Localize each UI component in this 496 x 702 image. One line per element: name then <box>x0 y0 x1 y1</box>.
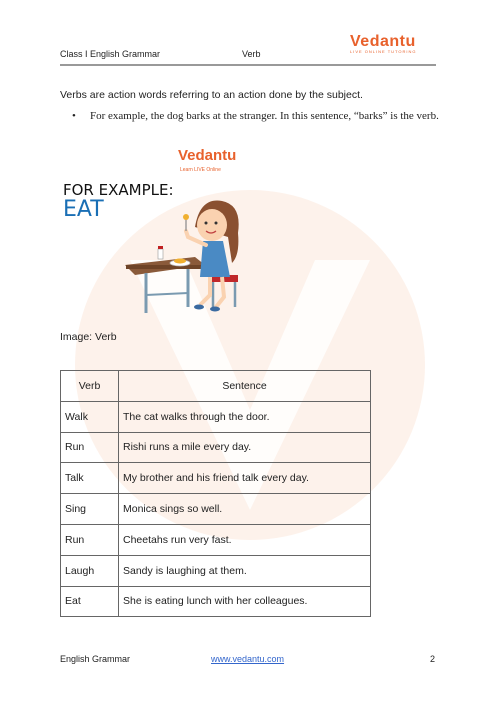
image-caption: Image: Verb <box>60 331 117 343</box>
bullet-text: For example, the dog barks at the stranger. In this sentence, “barks” is the verb. <box>90 110 439 122</box>
column-header-verb: Verb <box>61 371 119 402</box>
eat-heading: EAT <box>63 197 104 222</box>
table-row <box>61 586 371 617</box>
sentence-cell: Rishi runs a mile every day. <box>119 432 371 463</box>
brand-name: Vedantu <box>350 33 416 50</box>
footer-website-link[interactable]: www.vedantu.com <box>211 654 285 664</box>
verb-cell: Run <box>61 524 119 555</box>
verb-examples-table <box>60 370 371 617</box>
vedantu-logo <box>350 33 417 54</box>
illustration-logo-tag: Learn LIVE Online <box>180 167 221 173</box>
table-row <box>61 555 371 586</box>
sentence-cell: Monica sings so well. <box>119 494 371 525</box>
verb-cell: Run <box>61 432 119 463</box>
table-row <box>61 494 371 525</box>
intro-text: Verbs are action words referring to an action done by the subject. <box>60 89 363 101</box>
verb-cell: Talk <box>61 463 119 494</box>
header-course-title: Class I English Grammar <box>60 49 161 59</box>
for-example-heading: FOR EXAMPLE: <box>63 181 174 199</box>
page-number: 2 <box>430 654 436 664</box>
column-header-sentence: Sentence <box>119 371 371 402</box>
table-header-row <box>61 371 371 402</box>
girl-eating-drawing <box>60 145 260 315</box>
example-bullet <box>74 109 439 124</box>
sentence-cell: Cheetahs run very fast. <box>119 524 371 555</box>
verb-cell: Eat <box>61 586 119 617</box>
verb-cell: Sing <box>61 494 119 525</box>
table-row <box>61 524 371 555</box>
verb-illustration <box>60 145 260 315</box>
bullet-marker: • <box>72 110 76 122</box>
sentence-cell: Sandy is laughing at them. <box>119 555 371 586</box>
brand-tagline: LIVE ONLINE TUTORING <box>350 49 417 54</box>
table-row <box>61 463 371 494</box>
sentence-cell: She is eating lunch with her colleagues. <box>119 586 371 617</box>
footer-subject: English Grammar <box>60 654 131 664</box>
verb-cell: Laugh <box>61 555 119 586</box>
table-row <box>61 401 371 432</box>
table-row <box>61 432 371 463</box>
header-divider <box>60 64 436 66</box>
verb-cell: Walk <box>61 401 119 432</box>
header-topic: Verb <box>242 49 261 59</box>
sentence-cell: My brother and his friend talk every day. <box>119 463 371 494</box>
sentence-cell: The cat walks through the door. <box>119 401 371 432</box>
illustration-logo-name: Vedantu <box>178 147 237 164</box>
